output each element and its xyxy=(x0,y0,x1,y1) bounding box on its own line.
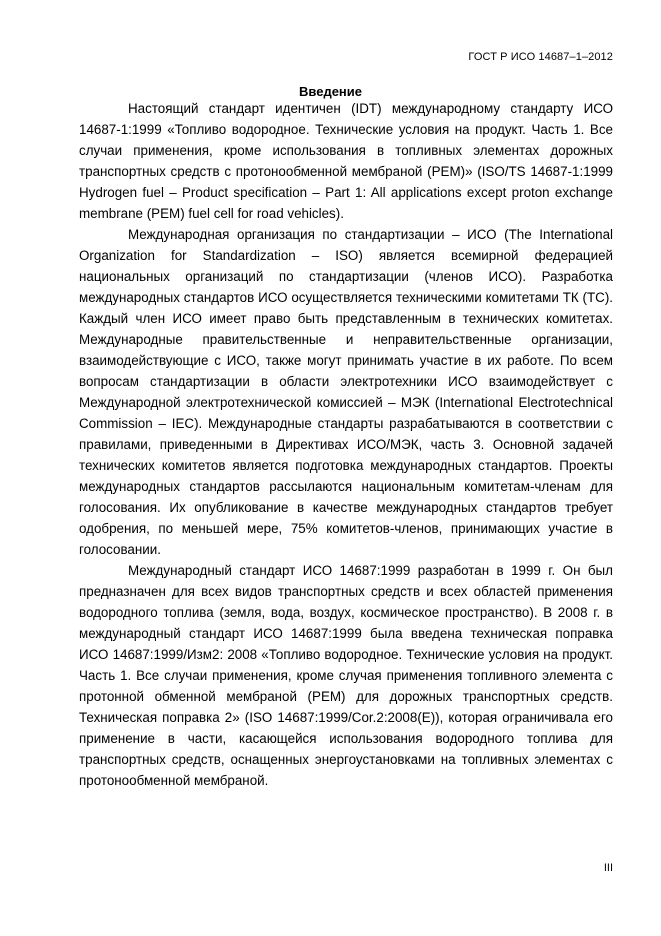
paragraph-standard-history: Международный стандарт ИСО 14687:1999 разработан в 1999 г. Он был предназначен для всех видов транспортных средств и всех областей применения водородного топлива (земля, вода, воздух, космическое пространство). В 2008 г. в международный стандарт ИСО 14687:1999 была введена техническая поправка ИСО 14687:1999/Изм2: 2008 «Топливо водородное. Технические условия на продукт. Часть 1. Все случаи применения, кроме случая применения топливного элемента с протонной обменной мембраной (PEM) для дорожных транспортных средств. Техническая поправка 2» (ISO 14687:1999/Cor.2:2008(E)), которая ограничивала его применение в части, касающейся использования водородного топлива для транспортных средств, оснащенных энергоустановками на топливных элементах с протонообменной мембраной. xyxy=(79,563,613,788)
paragraph-identity: Настоящий стандарт идентичен (IDT) международному стандарту ИСО 14687-1:1999 «Топливо водородное. Технические условия на продукт. Часть 1. Все случаи применения, кроме использования в топливных элементах дорожных транспортных средств с протонообменной мембраной (PEM)» (ISO/TS 14687-1:1999 Hydrogen fuel – Product specification – Part 1: All applications except proton exchange membrane (PEM) fuel cell for road vehicles). xyxy=(79,101,613,221)
document-body xyxy=(79,98,613,791)
paragraph-iso-organization: Международная организация по стандартизации – ИСО (The International Organization for Standardization – ISO) является всемирной федерацией национальных организаций по стандартизации (членов ИСО). Разработка международных стандартов ИСО осуществляется техническими комитетами ТК (ТС). Каждый член ИСО имеет право быть представленным в технических комитетах. Международные правительственные и неправительственные организации, взаимодействующие с ИСО, также могут принимать участие в их работе. По всем вопросам стандартизации в области электротехники ИСО взаимодействует с Международной электротехнической комиссией – МЭК (International Electrotechnical Commission – IEC). Международные стандарты разрабатываются в соответствии с правилами, приведенными в Директивах ИСО/МЭК, часть 3. Основной задачей технических комитетов является подготовка международных стандартов. Проекты международных стандартов рассылаются национальным комитетам-членам для голосования. Их опубликование в качестве международных стандартов требует одобрения, по меньшей мере, 75% комитетов-членов, принимающих участие в голосовании. xyxy=(79,227,613,557)
page-number: III xyxy=(603,862,613,874)
section-title: Введение xyxy=(299,84,362,99)
document-code: ГОСТ Р ИСО 14687–1–2012 xyxy=(468,51,613,63)
